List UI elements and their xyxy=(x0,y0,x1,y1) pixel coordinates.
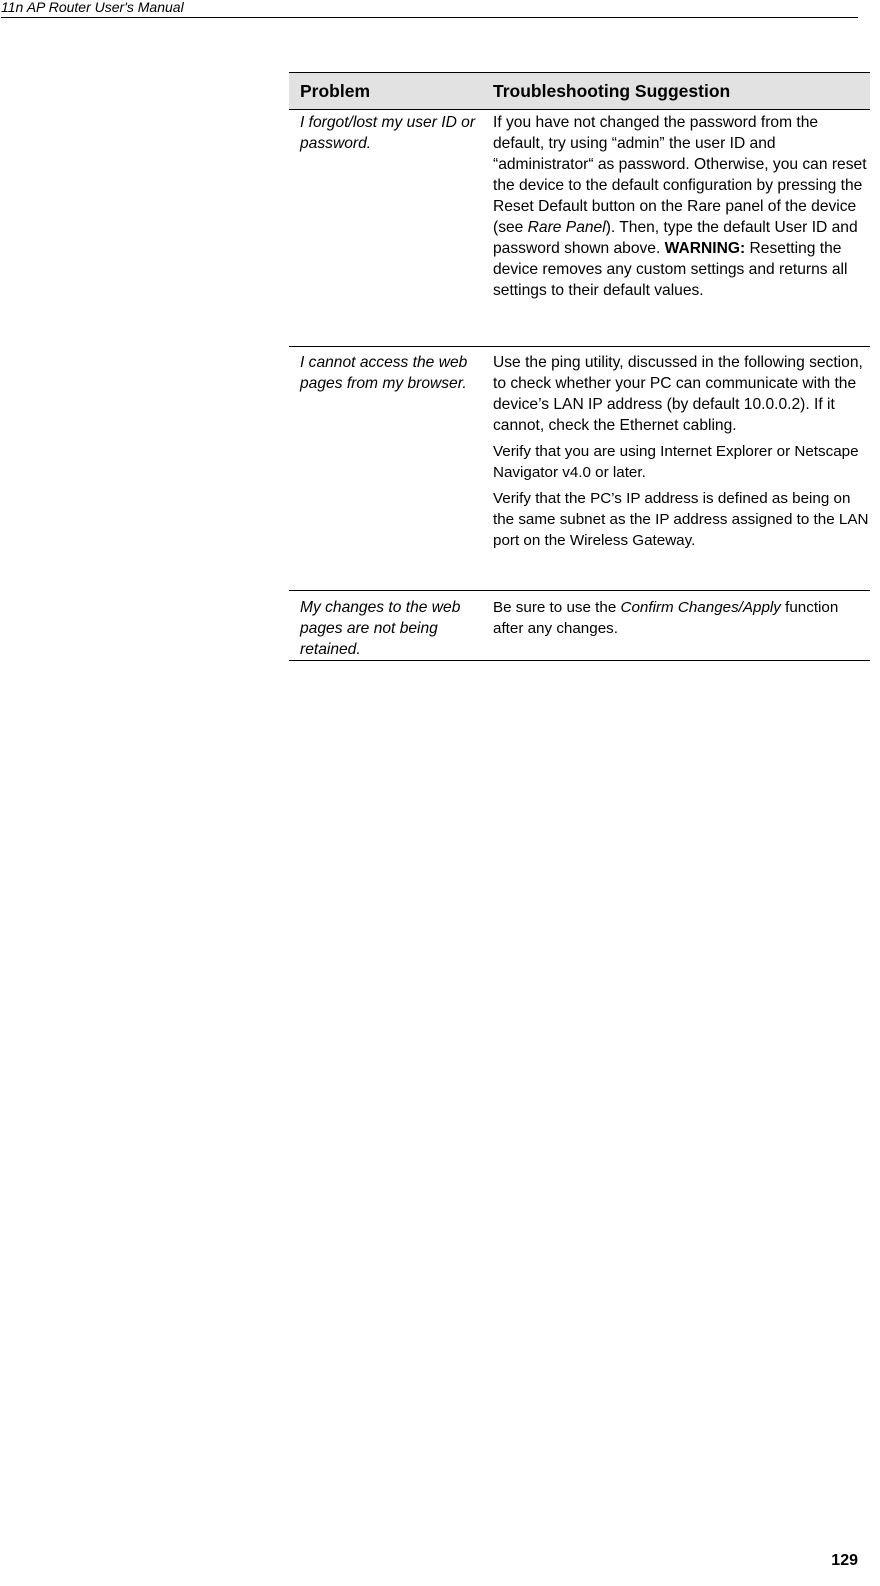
column-header-problem: Problem xyxy=(289,73,485,110)
suggestion-middle: ). Then, type the default User ID and password shown above. xyxy=(493,219,858,257)
manual-title: 11n AP Router User's Manual xyxy=(1,0,184,15)
problem-text: I forgot/lost my user ID or password. xyxy=(300,114,476,152)
rare-panel-reference: Rare Panel xyxy=(527,219,606,236)
suggestion-cell xyxy=(485,110,870,347)
suggestion-ip-subnet: Verify that the PC’s IP address is defined as being on the same subnet as the IP address assigned to the LAN port on the Wireless Gateway. xyxy=(493,490,869,549)
suggestion-paragraph xyxy=(493,112,870,301)
table-row xyxy=(289,347,870,591)
problem-cell xyxy=(289,110,485,347)
suggestion-post: function after any changes. xyxy=(493,599,839,637)
suggestion-cell xyxy=(485,347,870,591)
problem-cell xyxy=(289,347,485,591)
troubleshooting-table xyxy=(289,72,870,661)
table-header-row xyxy=(289,73,870,110)
problem-text: I cannot access the web pages from my browser. xyxy=(300,354,468,392)
running-header xyxy=(1,0,858,18)
warning-label: WARNING: xyxy=(664,240,746,257)
suggestion-pre: Be sure to use the xyxy=(493,599,621,616)
suggestion-confirm-changes xyxy=(493,597,870,639)
problem-text: My changes to the web pages are not being retained. xyxy=(300,599,461,658)
suggestion-ping: Use the ping utility, discussed in the following section, to check whether your PC can communicate with the device’s LAN IP address (by default 10.0.0.2). If it cannot, check the Ethernet cabling. xyxy=(493,354,863,434)
problem-cell xyxy=(289,591,485,661)
column-header-suggestion: Troubleshooting Suggestion xyxy=(485,73,870,110)
suggestion-cell xyxy=(485,591,870,661)
confirm-changes-reference: Confirm Changes/Apply xyxy=(620,599,781,616)
suggestion-end: Resetting the device removes any custom settings and returns all settings to their default values. xyxy=(493,240,848,299)
suggestion-browser-version: Verify that you are using Internet Explorer or Netscape Navigator v4.0 or later. xyxy=(493,443,859,481)
table-row xyxy=(289,591,870,661)
page-number: 129 xyxy=(831,1552,858,1569)
table-row xyxy=(289,110,870,347)
suggestion-intro: If you have not changed the password from the default, try using “admin” the user ID and “administrator“ as password. Otherwise, you can reset the device to the default configuration by pressing the Reset Default button on the Rare panel of the device (see xyxy=(493,114,867,236)
